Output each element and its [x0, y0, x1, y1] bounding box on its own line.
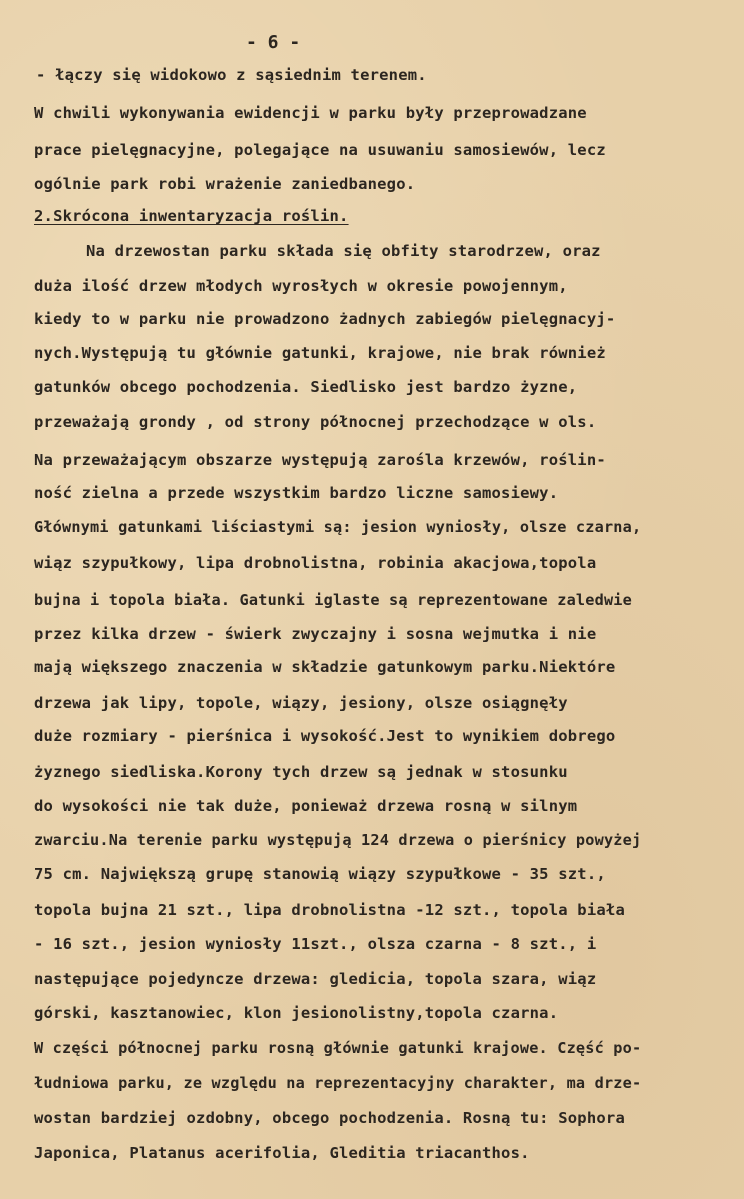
text-line-21: żyznego siedliska.Korony tych drzew są jednak w stosunku	[34, 763, 568, 781]
text-line-31: wostan bardziej ozdobny, obcego pochodzenia. Rosną tu: Sophora	[34, 1109, 625, 1127]
text-line-19: drzewa jak lipy, topole, wiązy, jesiony, olsze osiągnęły	[34, 694, 568, 712]
text-line-3: prace pielęgnacyjne, polegające na usuwaniu samosiewów, lecz	[34, 141, 606, 159]
text-line-22: do wysokości nie tak duże, ponieważ drzewa rosną w silnym	[34, 797, 578, 815]
text-line-9: nych.Występują tu głównie gatunki, krajowe, nie brak również	[34, 344, 606, 362]
text-line-26: - 16 szt., jesion wyniosły 11szt., olsza czarna - 8 szt., i	[34, 935, 597, 953]
text-line-8: kiedy to w parku nie prowadzono żadnych zabiegów pielęgnacyj-	[34, 310, 616, 328]
section-heading: 2.Skrócona inwentaryzacja roślin.	[34, 207, 349, 225]
text-line-16: bujna i topola biała. Gatunki iglaste są reprezentowane zaledwie	[34, 591, 632, 609]
text-line-6: Na drzewostan parku składa się obfity starodrzew, oraz	[86, 242, 601, 260]
text-line-32: Japonica, Platanus acerifolia, Gleditia triacanthos.	[34, 1144, 530, 1162]
text-line-15: wiąz szypułkowy, lipa drobnolistna, robinia akacjowa,topola	[34, 554, 597, 572]
text-line-30: łudniowa parku, ze względu na reprezentacyjny charakter, ma drze-	[34, 1074, 642, 1092]
text-line-1: - łączy się widokowo z sąsiednim terenem.	[36, 66, 427, 84]
text-line-24: 75 cm. Największą grupę stanowią wiązy szypułkowe - 35 szt.,	[34, 865, 606, 883]
text-line-2: W chwili wykonywania ewidencji w parku były przeprowadzane	[34, 104, 587, 122]
text-line-12: Na przeważającym obszarze występują zarośla krzewów, roślin-	[34, 451, 606, 469]
text-line-14: Głównymi gatunkami liściastymi są: jesion wyniosły, olsze czarna,	[34, 518, 642, 536]
text-line-4: ogólnie park robi wrażenie zaniedbanego.	[34, 175, 416, 193]
text-line-28: górski, kasztanowiec, klon jesionolistny,topola czarna.	[34, 1004, 559, 1022]
text-line-20: duże rozmiary - pierśnica i wysokość.Jest to wynikiem dobrego	[34, 727, 616, 745]
text-line-25: topola bujna 21 szt., lipa drobnolistna -12 szt., topola biała	[34, 901, 625, 919]
text-line-10: gatunków obcego pochodzenia. Siedlisko jest bardzo żyzne,	[34, 378, 578, 396]
text-line-13: ność zielna a przede wszystkim bardzo liczne samosiewy.	[34, 484, 559, 502]
text-line-11: przeważają grondy , od strony północnej przechodzące w ols.	[34, 413, 597, 431]
text-line-17: przez kilka drzew - świerk zwyczajny i sosna wejmutka i nie	[34, 625, 597, 643]
page-number: - 6 -	[246, 32, 301, 53]
text-line-27: następujące pojedyncze drzewa: gledicia, topola szara, wiąz	[34, 970, 597, 988]
text-line-23: zwarciu.Na terenie parku występują 124 drzewa o pierśnicy powyżej	[34, 831, 642, 849]
text-line-29: W części północnej parku rosną głównie gatunki krajowe. Część po-	[34, 1039, 642, 1057]
text-line-7: duża ilość drzew młodych wyrosłych w okresie powojennym,	[34, 277, 568, 295]
text-line-18: mają większego znaczenia w składzie gatunkowym parku.Niektóre	[34, 658, 616, 676]
